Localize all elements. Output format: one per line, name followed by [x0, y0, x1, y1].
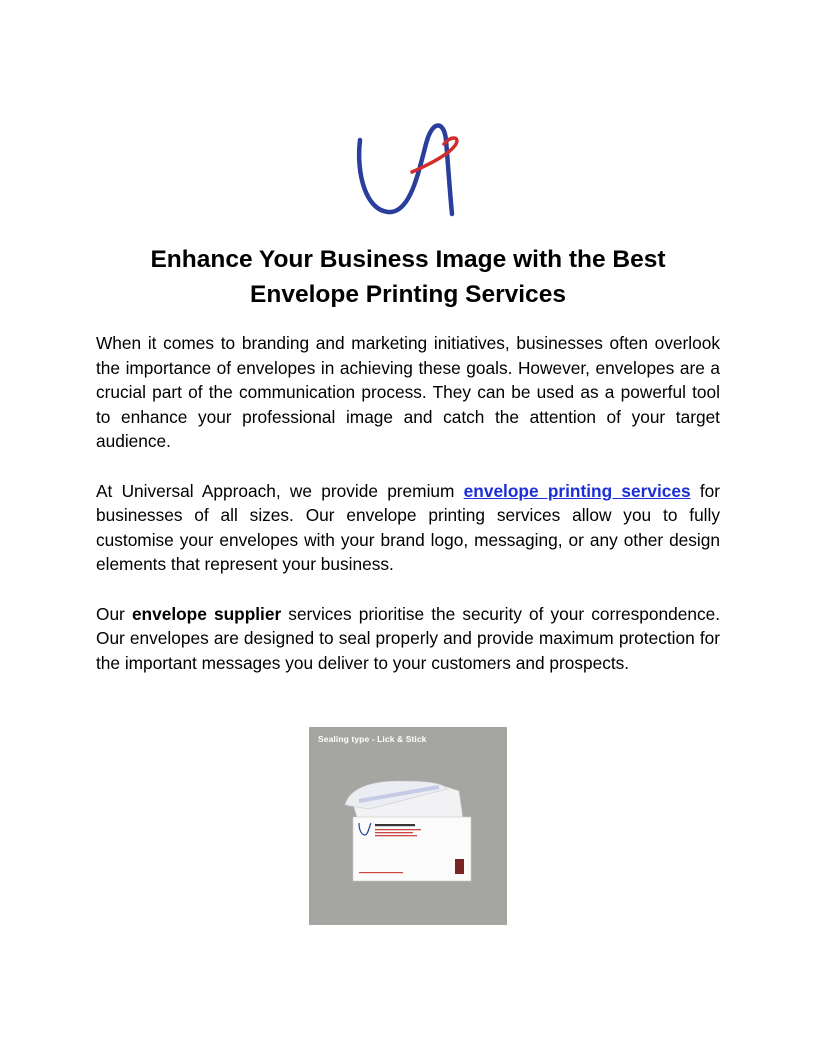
paragraph-3-end: services prioritise the security of your correspondence. Our envelopes are designed to seal properly and provide maximum protection for the important messages you deliver to your customers and prospects.	[96, 603, 721, 673]
page-title	[96, 242, 720, 312]
title-line-2: Envelope Printing Services	[250, 281, 566, 308]
paragraph-1: When it comes to branding and marketing initiatives, businesses often overlook the importance of envelopes in achieving these goals. However, envelopes are a crucial part of the communication process. They can be used as a powerful tool to enhance your professional image and catch the attention of your target audience.	[96, 333, 720, 452]
envelope-illustration	[309, 727, 507, 925]
paragraph-3-start: Our	[96, 603, 132, 624]
paragraph-2-start: At Universal Approach, we provide premium	[96, 480, 464, 501]
paragraph-2-end: for businesses of all sizes. Our envelope printing services allow you to fully customise your envelopes with your brand logo, messaging, or any other design elements that represent your business.	[96, 480, 721, 575]
universal-approach-logo	[352, 114, 464, 222]
envelope-photo	[309, 727, 507, 925]
paragraph-3	[96, 602, 720, 676]
photo-caption: Sealing type - Lick & Stick	[318, 734, 427, 744]
paragraph-2	[96, 479, 720, 577]
envelope-printing-link[interactable]: envelope printing services	[463, 480, 691, 501]
title-line-1: Enhance Your Business Image with the Best	[150, 246, 666, 273]
article-body	[96, 331, 720, 700]
envelope-supplier-bold: envelope supplier	[131, 603, 282, 624]
